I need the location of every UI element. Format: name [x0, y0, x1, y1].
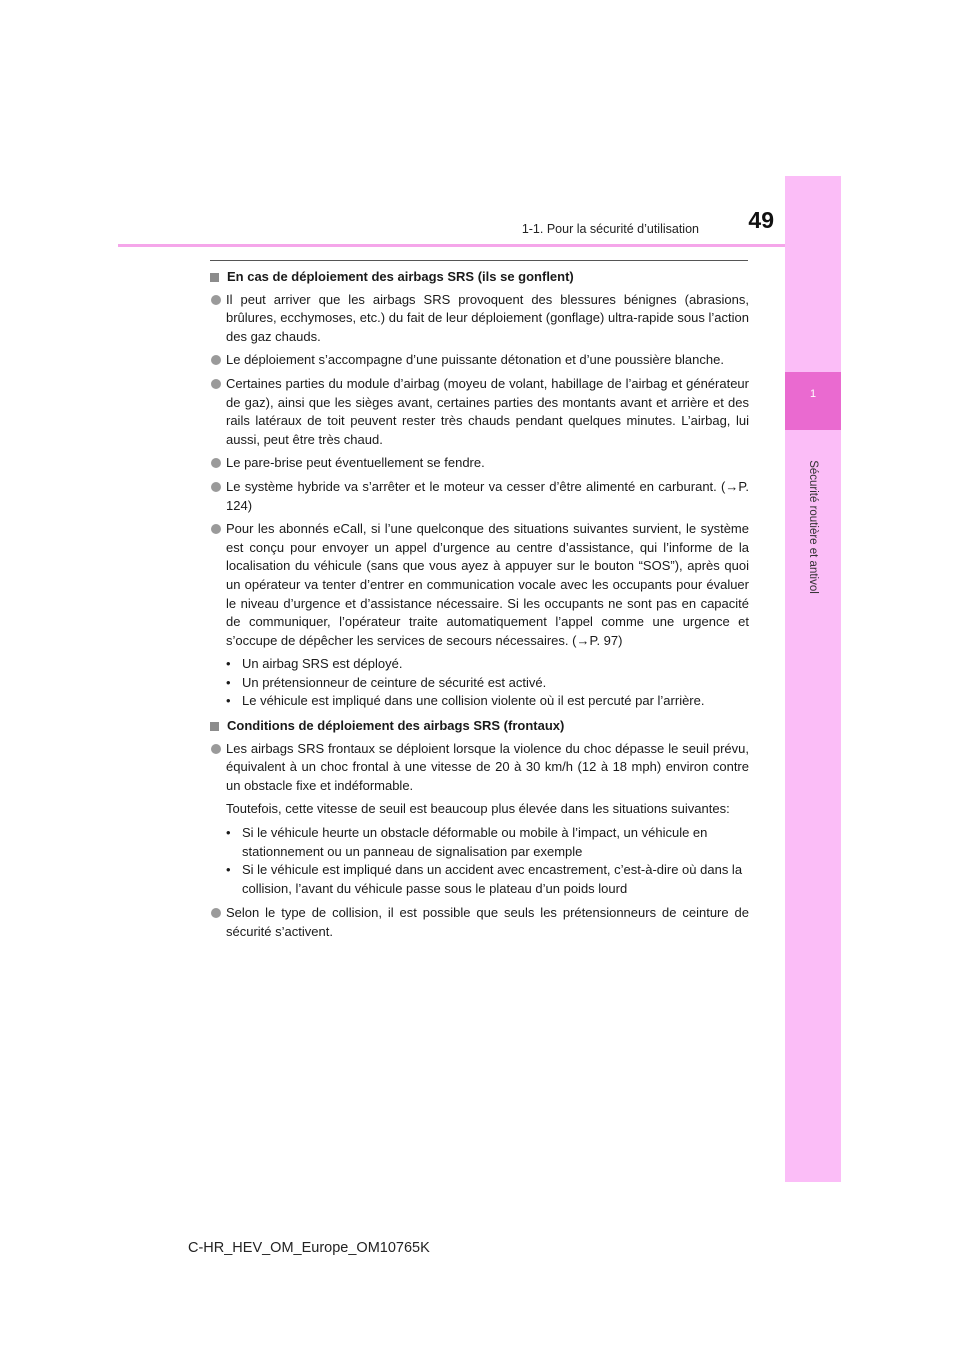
bullet-list	[226, 824, 749, 898]
document-id: C-HR_HEV_OM_Europe_OM10765K	[188, 1240, 430, 1256]
paragraph: Les airbags SRS frontaux se déploient lorsque la violence du choc dépasse le seuil prévu, équivalent à un choc frontal à une vitesse de 20 à 30 km/h (12 à 18 mph) environ contre un obstacle fixe et indéformable.	[210, 740, 749, 796]
circle-bullet-icon	[211, 482, 221, 492]
list-item: • Le véhicule est impliqué dans une collision violente où il est percuté par l’arrière.	[226, 693, 705, 709]
paragraph: Le système hybride va s’arrêter et le moteur va cesser d’être alimenté en carburant. (→P. 124)	[210, 478, 749, 515]
header-rule	[118, 244, 785, 247]
paragraph: Certaines parties du module d’airbag (moyeu de volant, habillage de l’airbag et générateur de gaz), ainsi que les sièges avant, certaines parties des montants avant et arrière et des rails latéraux de toit peuvent rester très chauds pendant quelques minutes. L’airbag, lui aussi, peut être très chaud.	[210, 375, 749, 449]
square-bullet-icon	[210, 273, 219, 282]
circle-bullet-icon	[211, 295, 221, 305]
paragraph: Le déploiement s’accompagne d’une puissante détonation et d’une poussière blanche.	[210, 351, 749, 370]
paragraph: Le pare-brise peut éventuellement se fendre.	[210, 454, 749, 473]
paragraph: Toutefois, cette vitesse de seuil est beaucoup plus élevée dans les situations suivantes:	[226, 801, 730, 817]
content-top-rule	[210, 260, 748, 261]
circle-bullet-icon	[211, 379, 221, 389]
page-number: 49	[748, 207, 774, 233]
bullet-list	[226, 655, 749, 711]
paragraph: Selon le type de collision, il est possible que seuls les prétensionneurs de ceinture de sécurité s’activent.	[210, 904, 749, 941]
chapter-side-tab	[785, 176, 841, 1182]
circle-bullet-icon	[211, 355, 221, 365]
section-heading: Conditions de déploiement des airbags SRS (frontaux)	[210, 717, 749, 736]
chapter-number: 1	[809, 388, 817, 400]
list-item: • Si le véhicule heurte un obstacle déformable ou mobile à l’impact, un véhicule en stationnement ou un panneau de signalisation par exemple	[226, 825, 708, 859]
circle-bullet-icon	[211, 744, 221, 754]
chapter-label: Sécurité routière et antivol	[807, 460, 819, 594]
section-heading: En cas de déploiement des airbags SRS (ils se gonflent)	[210, 268, 749, 287]
page-content	[210, 268, 749, 947]
list-item: • Si le véhicule est impliqué dans un accident avec encastrement, c’est-à-dire où dans la collision, l’avant du véhicule passe sous le plateau d’un poids lourd	[226, 862, 743, 896]
paragraph: Il peut arriver que les airbags SRS provoquent des blessures bénignes (abrasions, brûlures, ecchymoses, etc.) du fait de leur déploiement (gonflage) ultra-rapide sous l’action des gaz chauds.	[210, 291, 749, 347]
list-item: • Un airbag SRS est déployé.	[226, 656, 403, 672]
square-bullet-icon	[210, 722, 219, 731]
circle-bullet-icon	[211, 458, 221, 468]
paragraph: Pour les abonnés eCall, si l’une quelconque des situations suivantes survient, le système est conçu pour envoyer un appel d’urgence au centre d’assistance, qui l’informe de la localisation du véhicule (sans que vous ayez à appuyer sur le bouton “SOS”), après quoi un opérateur va tenter d’entrer en communication vocale avec les occupants pour évaluer le niveau d’urgence et d’assistance nécessaire. Si les occupants ne sont pas en capacité de communiquer, l’opérateur traite automatiquement l’appel comme une urgence et s’occupe de dépêcher les services de secours nécessaires. (→P. 97)	[210, 520, 749, 650]
list-item: • Un prétensionneur de ceinture de sécurité est activé.	[226, 674, 547, 690]
chapter-marker	[785, 372, 841, 430]
circle-bullet-icon	[211, 908, 221, 918]
section-title: 1-1. Pour la sécurité d’utilisation	[521, 222, 699, 236]
circle-bullet-icon	[211, 524, 221, 534]
